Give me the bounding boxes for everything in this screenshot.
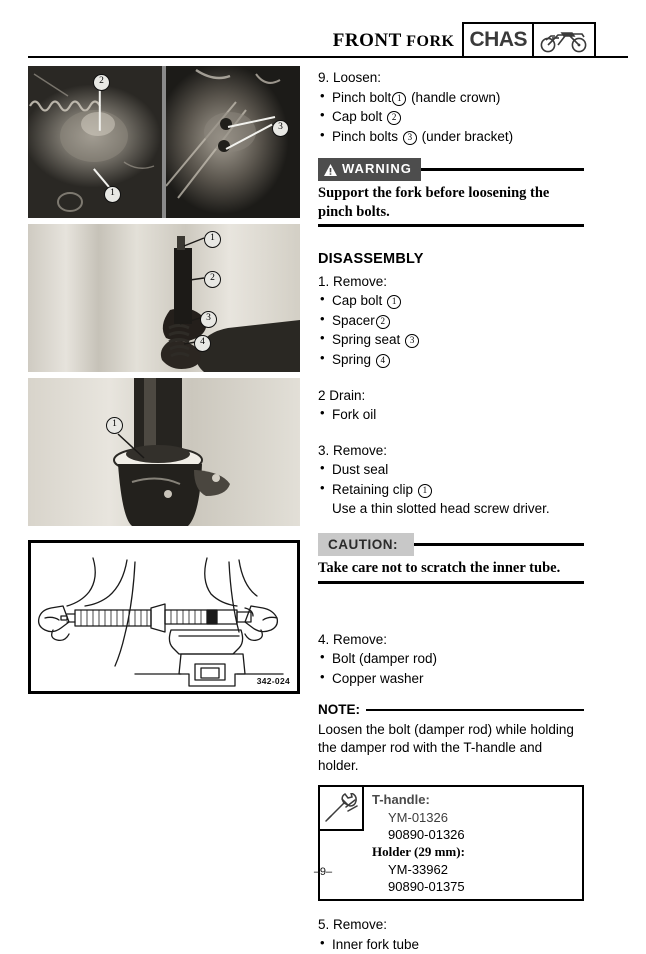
page-header <box>0 0 646 62</box>
note-rule <box>366 709 584 712</box>
callout-ref: 4 <box>376 354 390 368</box>
tool-line: Holder (29 mm): <box>372 844 465 860</box>
caution-text: Take care not to scratch the inner tube. <box>318 560 561 577</box>
callout-ref: 2 <box>387 111 401 125</box>
caution-rule <box>414 543 584 546</box>
fork-spring-removal-photo <box>28 224 300 372</box>
warning-banner <box>318 158 584 181</box>
step-3-subnote: Use a thin slotted head screw driver. <box>332 501 550 517</box>
tool-line: 90890-01326 <box>388 826 465 842</box>
tool-line: YM-01326 <box>388 809 448 825</box>
list-item <box>318 291 584 311</box>
note-label: NOTE: <box>318 702 360 718</box>
chas-label: CHAS <box>469 28 527 51</box>
callout-ref: 3 <box>405 334 419 348</box>
item-text: Cap bolt <box>332 293 383 309</box>
warning-badge <box>318 158 421 181</box>
step-2-label: 2 Drain: <box>318 387 366 403</box>
warning-text: Support the fork before loosening the pinch bolts. <box>318 185 550 220</box>
item-text: Spring <box>332 351 372 367</box>
fork-pinch-bolt-photos <box>28 66 300 218</box>
caution-banner <box>318 533 584 557</box>
step-4-label: 4. Remove: <box>318 631 388 647</box>
list-item <box>318 350 584 370</box>
list-item <box>318 330 584 350</box>
list-item <box>318 107 584 127</box>
page-number: –9– <box>313 866 333 878</box>
dust-seal-retaining-clip-photo <box>28 378 300 526</box>
item-text: Pinch bolts <box>332 128 399 144</box>
callout-2: 2 <box>93 74 110 91</box>
callout-3: 3 <box>200 311 217 328</box>
leader-line-2 <box>99 89 101 131</box>
page-title-secondary: FORK <box>406 33 455 50</box>
t-handle-tool-icon <box>320 787 364 831</box>
tool-line: T-handle: <box>372 792 430 808</box>
disassembly-heading: DISASSEMBLY <box>318 250 424 267</box>
item-suffix: (handle crown) <box>411 89 501 105</box>
callout-ref: 2 <box>376 315 390 329</box>
list-item <box>318 480 584 500</box>
warning-triangle-icon <box>324 164 337 176</box>
list-item: • Dust seal <box>318 460 584 480</box>
motorcycle-icon <box>534 24 594 56</box>
list-item: • Inner fork tube <box>318 935 584 954</box>
callout-4: 4 <box>194 335 211 352</box>
chas-section-badge <box>462 22 596 56</box>
callout-ref: 1 <box>387 295 401 309</box>
item-text: Pinch bolt <box>332 89 392 105</box>
step-1-list <box>318 291 584 369</box>
list-item <box>318 127 584 147</box>
step-2-list <box>318 405 584 425</box>
note-banner <box>318 700 584 720</box>
step-3-label: 3. Remove: <box>318 442 388 458</box>
callout-ref: 3 <box>403 131 417 145</box>
item-text: Spring seat <box>332 332 401 348</box>
figure-code: 342-024 <box>256 676 290 686</box>
t-handle-holder-line-drawing <box>28 540 300 694</box>
step-5-list <box>318 935 584 954</box>
warning-label: WARNING <box>342 161 412 177</box>
item-text: Spacer <box>332 312 375 328</box>
photo-handle-crown <box>28 66 162 218</box>
item-text: Retaining clip <box>332 481 414 497</box>
page-title-primary: FRONT <box>332 30 402 51</box>
callout-3: 3 <box>272 120 289 137</box>
callout-2: 2 <box>204 271 221 288</box>
step-4-list <box>318 649 584 688</box>
list-item: • Copper washer <box>318 669 584 689</box>
header-title-row <box>333 22 596 56</box>
list-item: • Fork oil <box>318 405 584 425</box>
page-title <box>333 30 455 56</box>
tool-spec-text <box>364 787 465 899</box>
item-text: Cap bolt <box>332 109 383 125</box>
header-divider-rule <box>28 56 628 58</box>
callout-ref: 1 <box>418 484 432 498</box>
callout-ref: 1 <box>392 92 406 106</box>
tool-line: 90890-01375 <box>388 878 465 894</box>
caution-label: CAUTION: <box>318 533 414 557</box>
callout-1: 1 <box>106 417 123 434</box>
callout-1: 1 <box>104 186 121 203</box>
list-item: • Bolt (damper rod) <box>318 649 584 669</box>
step-9-label: 9. Loosen: <box>318 70 382 85</box>
tool-line: YM-33962 <box>388 861 448 877</box>
step-3-list <box>318 460 584 519</box>
callout-1: 1 <box>204 231 221 248</box>
step-5-label: 5. Remove: <box>318 917 388 933</box>
item-suffix: (under bracket) <box>421 128 514 144</box>
photo-under-bracket <box>166 66 300 218</box>
caution-bottom-rule <box>318 581 584 584</box>
special-tool-box <box>318 785 584 901</box>
step-9-list <box>318 88 584 147</box>
warning-bottom-rule <box>318 224 584 227</box>
warning-rule <box>421 168 584 171</box>
note-line-2: the damper rod with the T-handle and holder. <box>318 739 543 774</box>
figures-column <box>28 66 300 694</box>
list-item <box>318 311 584 331</box>
instructions-column <box>318 66 584 954</box>
note-line-1: Loosen the bolt (damper rod) while holding <box>318 721 574 737</box>
list-item <box>318 88 584 108</box>
step-1-label: 1. Remove: <box>318 273 388 289</box>
